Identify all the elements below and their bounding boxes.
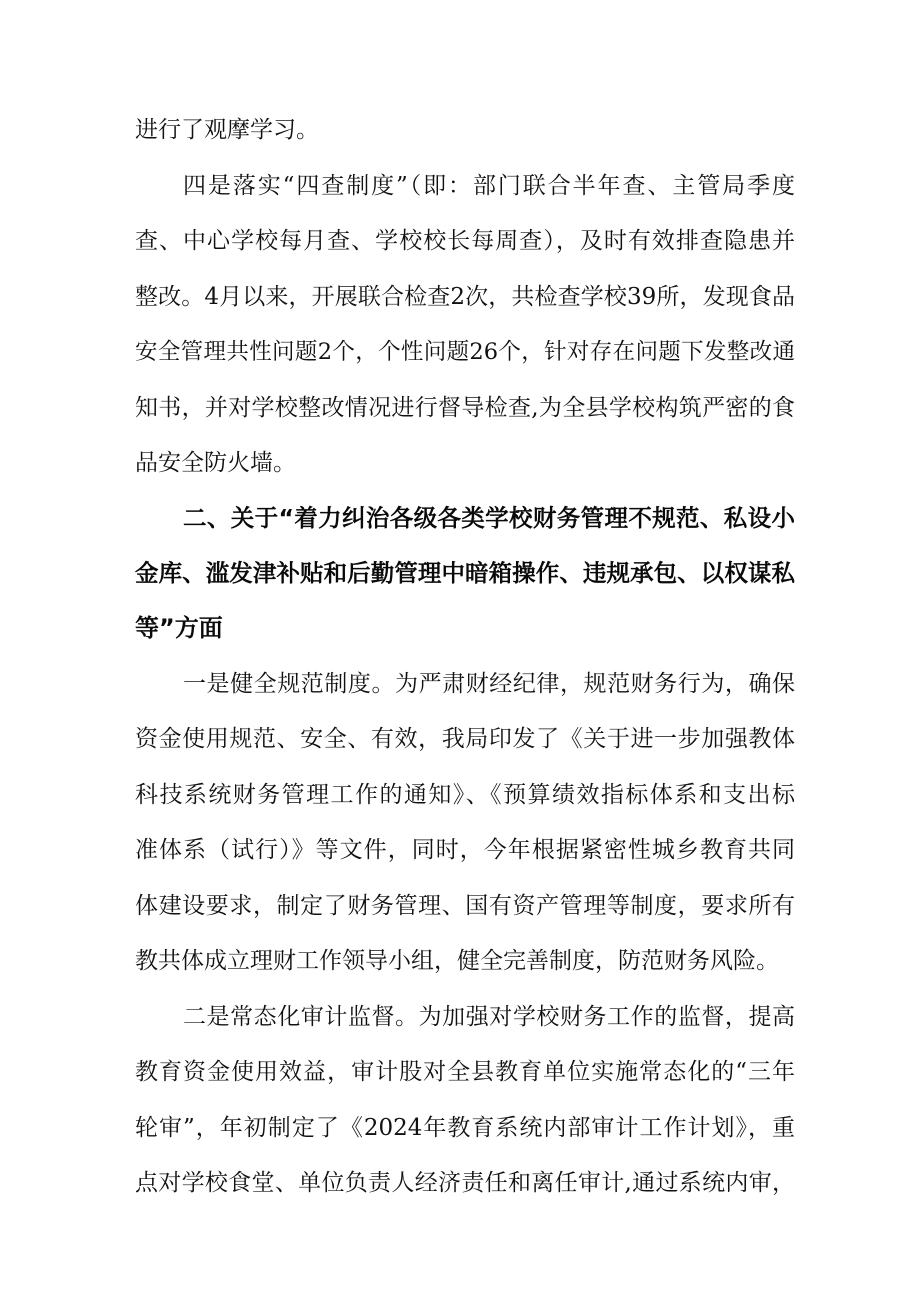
paragraph-line: 科技系统财务管理工作的通知》、《预算绩效指标体系和支出标 [135, 782, 795, 808]
section-heading-line: 金库、滥发津补贴和后勤管理中暗箱操作、违规承包、以权谋私 [135, 559, 795, 587]
paragraph-line: 二是常态化审计监督。为加强对学校财务工作的监督，提高 [183, 1004, 795, 1030]
paragraph-line: 资金使用规范、安全、有效，我局印发了《关于进一步加强教体 [135, 726, 795, 752]
paragraph-line: 查、中心学校每月查、学校校长每周查），及时有效排查隐患并 [135, 228, 795, 254]
paragraph-line: 准体系（试行）》等文件，同时，今年根据紧密性城乡教育共同 [135, 837, 795, 863]
paragraph-line: 体建设要求，制定了财务管理、国有资产管理等制度，要求所有 [135, 893, 795, 919]
paragraph-line: 教育资金使用效益，审计股对全县教育单位实施常态化的“三年 [135, 1059, 795, 1085]
paragraph-line: 一是健全规范制度。为严肃财经纪律，规范财务行为，确保 [183, 671, 795, 697]
paragraph-line: 品安全防火墙。 [135, 450, 296, 476]
section-heading-line: 等”方面 [135, 614, 223, 642]
paragraph-line: 安全管理共性问题2个，个性问题26个，针对存在问题下发整改通 [135, 339, 795, 365]
paragraph-line: 教共体成立理财工作领导小组，健全完善制度，防范财务风险。 [135, 948, 779, 974]
paragraph-line: 知书，并对学校整改情况进行督导检查,为全县学校构筑严密的食 [135, 395, 795, 421]
paragraph-line: 整改。4月以来，开展联合检查2次，共检查学校39所，发现食品 [135, 284, 795, 310]
section-heading-line: 二、关于“着力纠治各级各类学校财务管理不规范、私设小 [183, 504, 795, 532]
paragraph-line: 轮审”，年初制定了《2024年教育系统内部审计工作计划》，重 [135, 1115, 795, 1141]
paragraph-line: 四是落实“四查制度”（即：部门联合半年查、主管局季度 [183, 173, 795, 199]
paragraph-line: 进行了观摩学习。 [135, 117, 319, 143]
paragraph-line: 点对学校食堂、单位负责人经济责任和离任审计,通过系统内审， [135, 1170, 795, 1196]
